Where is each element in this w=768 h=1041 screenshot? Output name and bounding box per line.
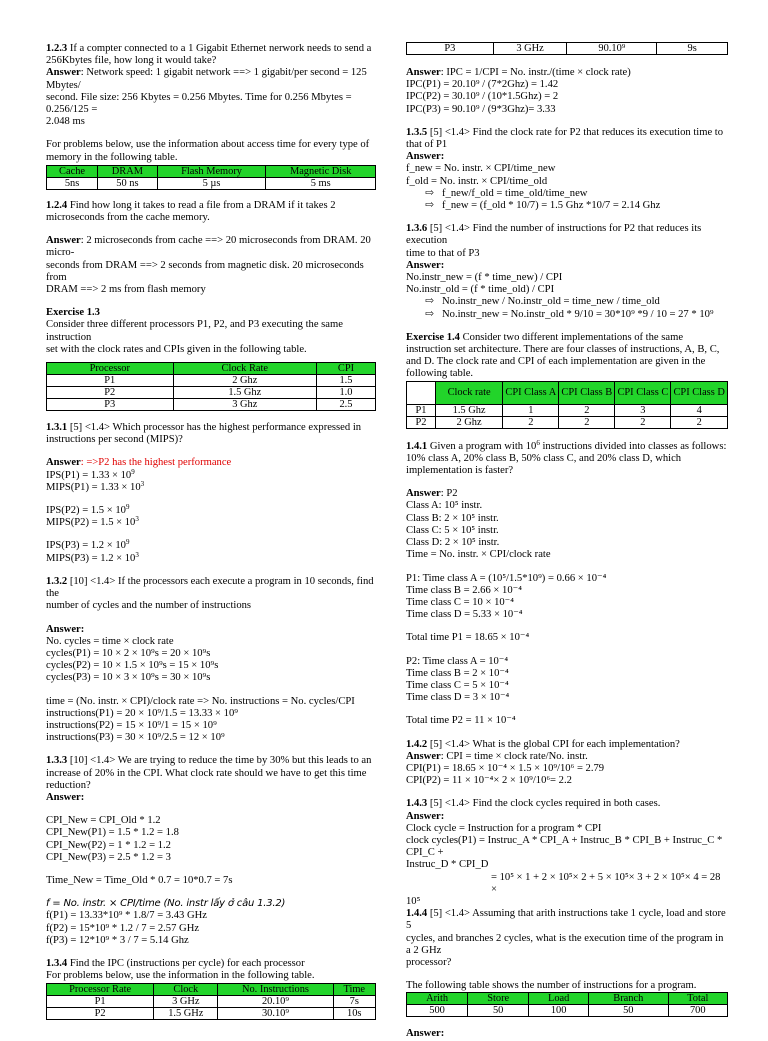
answer-line: instructions(P3) = 30 × 10⁹/2.5 = 12 × 10⁹	[46, 732, 225, 744]
exercise-title: Exercise 1.4	[406, 331, 460, 343]
answer-line: No.instr_new = (f * time_new) / CPI	[406, 272, 563, 284]
table-cell: 2	[559, 416, 615, 428]
memory-access-table	[46, 165, 376, 190]
table-cell: 1.0	[316, 387, 375, 399]
table-cell: 700	[668, 1005, 727, 1017]
question-1-2-3	[46, 43, 376, 128]
table-cell: P1	[47, 375, 174, 387]
table-header-cell: Branch	[589, 993, 668, 1005]
table-header-cell: Magnetic Disk	[266, 165, 376, 177]
answer-line: Time class B = 2.66 × 10⁻⁴	[406, 584, 522, 596]
table-header-cell: Clock rate	[435, 381, 502, 404]
table-row	[407, 43, 728, 55]
table-row	[47, 177, 376, 189]
memory-intro-text: For problems below, use the information about access time for every type of memory in the following table.	[46, 139, 370, 163]
table-cell: 7s	[333, 996, 376, 1008]
answer-line: $IPS(P1) = 1.33 \times 10^9$	[46, 467, 135, 481]
table-cell: P2	[47, 1008, 154, 1020]
table-header-row	[47, 363, 376, 375]
answer-line: seconds from DRAM ==> 2 seconds from magnetic disk. 20 microseconds from	[46, 259, 364, 283]
table-cell: 3 Ghz	[173, 399, 316, 411]
answer-line: : 2 microseconds from cache ==> 20 microseconds from DRAM. 20 micro-	[46, 235, 371, 259]
answer-line: Time_New = Time_Old * 0.7 = 10*0.7 = 7s	[46, 874, 233, 886]
question-1-4-1	[406, 438, 728, 728]
table-cell: 50	[468, 1005, 529, 1017]
answer-line: Class C: 5 × 10⁵ instr.	[406, 524, 499, 536]
question-number: 1.2.3	[46, 43, 68, 54]
answer-highlight: : =>P2 has the highest performance	[80, 457, 232, 469]
arrow-right-icon: ⇨	[425, 200, 434, 212]
arrow-right-icon: ⇨	[425, 187, 434, 199]
table-header-row	[47, 984, 376, 996]
table-header-cell: Clock Rate	[173, 363, 316, 375]
answer-line: Class B: 2 × 10⁵ instr.	[406, 512, 499, 524]
table-cell: 5 ms	[266, 177, 376, 189]
answer-line: MIPS(P2) = $1.5 \times 10^3$	[46, 515, 139, 529]
table-header-row	[407, 993, 728, 1005]
table-row	[407, 404, 728, 416]
answer-line: f(P1) = 13.33*10⁹ * 1.8/7 = 3.43 GHz	[46, 910, 208, 922]
table-cell: 2 Ghz	[435, 416, 502, 428]
ipc-table-continued	[406, 42, 728, 55]
answer-line: No.instr_old = (f * time_old) / CPI	[406, 284, 555, 296]
table-cell: 20.10⁹	[218, 996, 333, 1008]
question-text: [5] <1.4> What is the global CPI for each implementation?	[427, 738, 680, 750]
answer-label: Answer:	[46, 623, 85, 635]
table-header-cell	[407, 381, 436, 404]
answer-line: No. cycles = time × clock rate	[46, 635, 174, 647]
answer-line: ⇨ f_new = (f_old * 10/7) = 1.5 Ghz *10/7 = 2.14 Ghz	[406, 200, 728, 212]
question-1-3-4	[46, 958, 376, 982]
question-number: 1.4.3	[406, 798, 428, 810]
answer-line: MIPS(P1) = $1.33 \times 10^3$	[46, 479, 145, 493]
question-text: If a compter connected to a 1 Gigabit Ethernet nerwork needs to send a 256Kbytes file, how long it would take?	[46, 43, 372, 67]
table-intro-text: The following table shows the number of instructions for a program.	[406, 980, 697, 992]
answer-line: second. File size: 256 Kbytes = 0.256 Mbytes. Time for 0.256 Mbytes = 0.256/125 =	[46, 91, 352, 116]
table-row	[47, 996, 376, 1008]
table-cell: 4	[671, 404, 728, 416]
arrow-right-icon: ⇨	[425, 308, 434, 320]
question-text: reduction?	[46, 779, 91, 791]
table-header-cell: Time	[333, 984, 376, 996]
answer-line: f_old = No. instr. × CPI/time_old	[406, 175, 548, 187]
table-header-cell: Processor Rate	[47, 984, 154, 996]
question-1-3-3	[46, 755, 376, 947]
answer-label: Answer	[46, 457, 81, 469]
question-number: 1.3.1	[46, 422, 68, 434]
answer-value: : P2	[440, 488, 458, 500]
ipc-table	[46, 983, 376, 1020]
answer-line: Time class C = 10 × 10⁻⁴	[406, 596, 514, 608]
question-1-4-4	[406, 908, 728, 992]
answer-line: P2: Time class A = 10⁻⁴	[406, 655, 509, 667]
table-cell: P1	[47, 996, 154, 1008]
table-cell: 3 GHz	[154, 996, 218, 1008]
answer-label: Answer:	[46, 791, 85, 803]
question-text: [5] <1.4> Which processor has the highest performance expressed in instructions per second (MIPS)?	[46, 422, 362, 446]
table-header-cell: Load	[529, 993, 589, 1005]
table-header-row	[407, 381, 728, 404]
answer-label: Answer	[46, 67, 81, 79]
table-header-cell: No. Instructions	[218, 984, 333, 996]
answer-line: cycles(P1) = 10 × 2 × 10⁹s = 20 × 10⁹s	[46, 647, 211, 659]
exercise-1-3	[46, 307, 376, 356]
table-row	[47, 387, 376, 399]
table-cell: 50	[589, 1005, 668, 1017]
answer-line: $IPS(P3) = 1.2 \times 10^9$	[46, 538, 130, 552]
answer-label: Answer:	[406, 151, 445, 163]
exercise-text: set with the clock rates and CPIs given in the following table.	[46, 343, 307, 355]
answer-line: CPI(P1) = 18.65 × 10⁻⁴ × 1.5 × 10⁹/10⁶ = 2.79	[406, 762, 605, 774]
question-number: 1.3.4	[46, 957, 68, 969]
exercise-text: Consider two different implementations of the same instruction set architecture. There are four classes of instructions, A, B, C, and D. The clock rate and CPI of each implementation are given in the following table.	[406, 331, 720, 380]
question-1-4-3	[406, 798, 728, 908]
answer-line: cycles(P3) = 10 × 3 × 10⁹s = 30 × 10⁹s	[46, 672, 211, 684]
table-cell: 10s	[333, 1008, 376, 1020]
table-cell: 2	[671, 416, 728, 428]
answer-line: Instruc_D * CPI_D	[406, 859, 489, 871]
answer-line: ⇨ No.instr_new / No.instr_old = time_new / time_old	[406, 296, 728, 308]
answer-line: cycles(P2) = 10 × 1.5 × 10⁹s = 15 × 10⁹s	[46, 660, 219, 672]
table-cell: 3	[615, 404, 671, 416]
exercise-1-4	[406, 332, 728, 381]
question-number: 1.3.3	[46, 755, 68, 767]
ipc-answer	[406, 67, 728, 116]
table-cell: 500	[407, 1005, 468, 1017]
answer-label: Answer:	[406, 810, 445, 822]
table-row	[47, 399, 376, 411]
question-number: 1.3.5	[406, 126, 428, 138]
question-1-4-2	[406, 739, 728, 788]
table-header-cell: DRAM	[98, 165, 158, 177]
question-text: [10] <1.4> If the processors each execute a program in 10 seconds, find the	[46, 575, 374, 600]
question-text: processor?	[406, 956, 452, 968]
question-1-3-6	[406, 223, 728, 321]
question-text: [5] <1.4> Find the number of instructions for P2 that reduces its execution	[406, 223, 702, 247]
table-row	[407, 416, 728, 428]
question-1-2-4	[46, 200, 376, 296]
table-cell: 50 ns	[98, 177, 158, 189]
answer-line: f_new = No. instr. × CPI/time_new	[406, 163, 556, 175]
question-number: 1.3.2	[46, 575, 68, 587]
answer-line: IPC(P1) = 20.10⁹ / (7*2Ghz) = 1.42	[406, 79, 559, 91]
answer-line: Class D: 2 × 10⁵ instr.	[406, 537, 500, 549]
answer-line: Total time P2 = 11 × 10⁻⁴	[406, 715, 516, 727]
question-text: instructions divided into classes as follows: 10% class A, 20% class B, 50% class C, and 20% class D, which implementation is faster?	[406, 440, 727, 477]
table-cell: 1.5	[316, 375, 375, 387]
answer-line: instructions(P2) = 15 × 10⁹/1 = 15 × 10⁹	[46, 719, 217, 731]
table-cell: 5ns	[47, 177, 98, 189]
answer-line: 10⁵	[406, 895, 421, 907]
table-cell: P1	[407, 404, 436, 416]
table-cell: 1	[503, 404, 559, 416]
answer-line: CPI_New(P2) = 1 * 1.2 = 1.2	[46, 839, 171, 851]
answer-line: Time class B = 2 × 10⁻⁴	[406, 667, 509, 679]
exercise-text: Consider three different processors P1, P2, and P3 executing the same instruction	[46, 319, 343, 343]
table-cell: 100	[529, 1005, 589, 1017]
table-row	[47, 375, 376, 387]
answer-line: Time class D = 5.33 × 10⁻⁴	[406, 609, 523, 621]
answer-line: IPC(P3) = 90.10⁹ / (9*3Ghz)= 3.33	[406, 103, 556, 115]
question-text: Given a program with 10	[427, 440, 537, 452]
question-1-3-1	[46, 422, 376, 565]
question-number: 1.4.4	[406, 908, 428, 920]
question-number: 1.2.4	[46, 199, 68, 211]
table-header-cell: Clock	[154, 984, 218, 996]
table-cell: 2	[503, 416, 559, 428]
table-header-cell: CPI Class C	[615, 381, 671, 404]
question-1-3-2	[46, 576, 376, 744]
table-header-row	[47, 165, 376, 177]
table-cell: P2	[47, 387, 174, 399]
answer-line: Total time P1 = 18.65 × 10⁻⁴	[406, 632, 530, 644]
answer-line: CPI_New(P1) = 1.5 * 1.2 = 1.8	[46, 827, 179, 839]
answer-line: clock cycles(P1) = Instruc_A * CPI_A + Instruc_B * CPI_B + Instruc_C * CPI_C +	[406, 834, 723, 859]
answer-line: $IPS(P2) = 1.5 \times 10^9$	[46, 503, 130, 517]
answer-line: P1: Time class A = (10⁵/1.5*10⁹) = 0.66 × 10⁻⁴	[406, 572, 607, 584]
table-cell: 1.5 GHz	[154, 1008, 218, 1020]
question-text: Find how long it takes to read a file from a DRAM if it takes 2 microseconds from the cache memory.	[46, 199, 336, 224]
table-cell: 2	[559, 404, 615, 416]
answer-line: : Network speed: 1 gigabit network ==> 1 gigabit/per second = 125 Mbytes/	[46, 67, 367, 91]
table-cell: 30.10⁹	[218, 1008, 333, 1020]
table-cell: P2	[407, 416, 436, 428]
answer-label: Answer	[406, 67, 441, 78]
answer-line: instructions(P1) = 20 × 10⁹/1.5 = 13.33 × 10⁹	[46, 707, 238, 719]
answer-line: f(P3) = 12*10⁹ * 3 / 7 = 5.14 Ghz	[46, 934, 189, 946]
table-cell: 1.5 Ghz	[435, 404, 502, 416]
table-header-cell: Processor	[47, 363, 174, 375]
question-text: Find the IPC (instructions per cycle) for each processor	[67, 957, 305, 969]
answer-line: Time = No. instr. × CPI/clock rate	[406, 549, 551, 561]
table-header-cell: CPI Class D	[671, 381, 728, 404]
question-text: [5] <1.4> Assuming that arith instructions take 1 cycle, load and store 5	[406, 908, 726, 932]
table-cell: 9s	[657, 43, 728, 55]
answer-line: f = No. instr. × CPI/time (No. instr lấy ở câu 1.3.2)	[46, 898, 286, 910]
answer-line: Time class C = 5 × 10⁻⁴	[406, 679, 509, 691]
implementation-table	[406, 381, 728, 429]
table-cell: 90.10⁹	[567, 43, 657, 55]
question-text: [10] <1.4> We are trying to reduce the time by 30% but this leads to an increase of 20% in the CPI. What clock rate should we have to get this time	[46, 755, 372, 779]
answer-line: Time class D = 3 × 10⁻⁴	[406, 692, 510, 704]
answer-line: 2.048 ms	[46, 116, 85, 128]
table-cell: 2.5	[316, 399, 375, 411]
question-text: For problems below, use the information in the following table.	[46, 970, 315, 982]
question-text: time to that of P3	[406, 247, 480, 259]
table-header-cell: Total	[668, 993, 727, 1005]
processor-table	[46, 362, 376, 411]
answer-line: = 10⁵ × 1 + 2 × 10⁵× 2 + 5 × 10⁵× 3 + 2 × 10⁵× 4 = 28 ×	[491, 871, 721, 895]
answer-label: Answer:	[406, 1028, 445, 1040]
exercise-title: Exercise 1.3	[46, 307, 100, 319]
table-cell: P3	[47, 399, 174, 411]
table-row	[407, 1005, 728, 1017]
table-header-cell: Flash Memory	[157, 165, 266, 177]
answer-line: CPI_New(P3) = 2.5 * 1.2 = 3	[46, 851, 171, 863]
answer-label: Answer	[406, 750, 441, 762]
instruction-count-table	[406, 992, 728, 1017]
table-cell: 2 Ghz	[173, 375, 316, 387]
question-number: 1.4.2	[406, 738, 428, 750]
table-header-cell: Arith	[407, 993, 468, 1005]
table-cell: 2	[615, 416, 671, 428]
table-header-cell: Cache	[47, 165, 98, 177]
table-header-cell: CPI Class B	[559, 381, 615, 404]
question-text: [5] <1.4> Find the clock rate for P2 that reduces its execution time to that of P1	[406, 126, 724, 151]
answer-line: ⇨ No.instr_new = No.instr_old * 9/10 = 30*10⁹ *9 / 10 = 27 * 10⁹	[406, 309, 728, 321]
answer-line: DRAM ==> 2 ms from flash memory	[46, 284, 206, 296]
table-cell: 3 GHz	[493, 43, 567, 55]
left-column	[46, 0, 376, 1020]
answer-label: Answer	[406, 488, 441, 500]
table-header-cell: CPI Class A	[503, 381, 559, 404]
table-row	[47, 1008, 376, 1020]
answer-line: Clock cycle = Instruction for a program * CPI	[406, 822, 602, 834]
question-text: number of cycles and the number of instructions	[46, 600, 252, 612]
exponent: 6	[536, 438, 540, 447]
table-cell: P3	[407, 43, 494, 55]
table-cell: 5 µs	[157, 177, 266, 189]
question-number: 1.4.1	[406, 440, 428, 452]
answer-line: CPI(P2) = 11 × 10⁻⁴× 2 × 10⁹/10⁶= 2.2	[406, 775, 572, 787]
answer-line: IPC(P2) = 30.10⁹ / (10*1.5Ghz) = 2	[406, 91, 559, 103]
question-number: 1.3.6	[406, 223, 428, 235]
right-column	[406, 0, 728, 1041]
answer-line: : IPC = 1/CPI = No. instr./(time × clock rate)	[440, 67, 631, 78]
answer-line: ⇨ f_new/f_old = time_old/time_new	[406, 188, 728, 200]
answer-line: Class A: 10⁵ instr.	[406, 500, 483, 512]
answer-label: Answer	[46, 235, 81, 247]
question-text: [5] <1.4> Find the clock cycles required in both cases.	[427, 798, 661, 810]
answer-line: : CPI = time × clock rate/No. instr.	[440, 750, 588, 762]
answer-line: CPI_New = CPI_Old * 1.2	[46, 815, 161, 827]
answer-line: f(P2) = 15*10⁹ * 1.2 / 7 = 2.57 GHz	[46, 922, 200, 934]
answer-line: time = (No. instr. × CPI)/clock rate => No. instructions = No. cycles/CPI	[46, 695, 355, 707]
table-cell: 1.5 Ghz	[173, 387, 316, 399]
arrow-right-icon: ⇨	[425, 296, 434, 308]
answer-label: Answer:	[406, 259, 445, 271]
answer-line: MIPS(P3) = $1.2 \times 10^3$	[46, 550, 139, 564]
table-header-cell: CPI	[316, 363, 375, 375]
question-1-3-5	[406, 127, 728, 212]
table-header-cell: Store	[468, 993, 529, 1005]
question-text: cycles, and branches 2 cycles, what is the execution time of the program in a 2 GHz	[406, 932, 724, 956]
